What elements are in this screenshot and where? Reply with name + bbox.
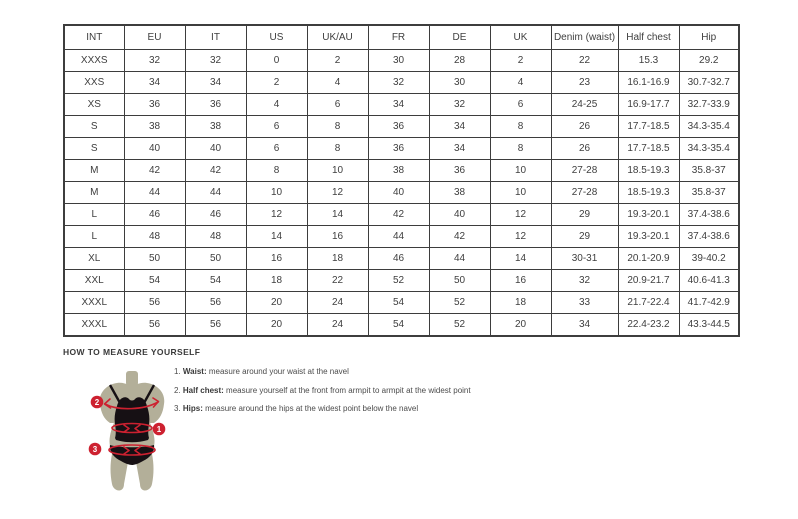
size-cell: 34 xyxy=(124,72,185,94)
size-cell: 16 xyxy=(307,226,368,248)
size-cell: S xyxy=(64,138,124,160)
column-header: Denim (waist) xyxy=(551,25,618,50)
size-cell: 39-40.2 xyxy=(679,248,739,270)
size-cell: 27-28 xyxy=(551,160,618,182)
size-cell: L xyxy=(64,204,124,226)
size-cell: M xyxy=(64,182,124,204)
size-cell: 18 xyxy=(246,270,307,292)
size-cell: XL xyxy=(64,248,124,270)
measure-steps xyxy=(174,363,471,419)
step-label: Hips: xyxy=(182,404,203,413)
size-cell: 40 xyxy=(429,204,490,226)
size-cell: 12 xyxy=(490,204,551,226)
size-cell: 12 xyxy=(246,204,307,226)
size-cell: 56 xyxy=(185,314,246,337)
size-cell: 19.3-20.1 xyxy=(618,226,679,248)
size-cell: 32 xyxy=(429,94,490,116)
measurement-figure-illustration xyxy=(84,368,186,508)
size-cell: 52 xyxy=(429,292,490,314)
size-cell: 36 xyxy=(429,160,490,182)
size-cell: 54 xyxy=(185,270,246,292)
column-header: US xyxy=(246,25,307,50)
size-cell: 29 xyxy=(551,204,618,226)
size-cell: 40 xyxy=(368,182,429,204)
size-cell: 12 xyxy=(490,226,551,248)
size-cell: 38 xyxy=(124,116,185,138)
size-cell: 26 xyxy=(551,138,618,160)
badge-1-number: 1 xyxy=(156,425,162,434)
size-cell: 18.5-19.3 xyxy=(618,182,679,204)
table-row xyxy=(64,160,739,182)
size-cell: 32 xyxy=(185,50,246,72)
size-cell: 46 xyxy=(124,204,185,226)
column-header: UK xyxy=(490,25,551,50)
size-cell: 8 xyxy=(490,138,551,160)
size-cell: XXS xyxy=(64,72,124,94)
size-cell: 36 xyxy=(368,138,429,160)
step-text: measure around your waist at the navel xyxy=(206,367,349,376)
size-cell: 54 xyxy=(124,270,185,292)
size-cell: XS xyxy=(64,94,124,116)
step-number: 1. xyxy=(174,367,183,376)
size-cell: 10 xyxy=(307,160,368,182)
size-cell: 14 xyxy=(490,248,551,270)
size-cell: 20 xyxy=(246,292,307,314)
size-cell: 54 xyxy=(368,314,429,337)
size-cell: 28 xyxy=(429,50,490,72)
column-header: INT xyxy=(64,25,124,50)
size-cell: 52 xyxy=(429,314,490,337)
size-cell: 40 xyxy=(124,138,185,160)
size-cell: 44 xyxy=(368,226,429,248)
size-cell: 2 xyxy=(307,50,368,72)
size-cell: 32.7-33.9 xyxy=(679,94,739,116)
size-cell: 32 xyxy=(551,270,618,292)
size-cell: 38 xyxy=(185,116,246,138)
size-cell: 4 xyxy=(307,72,368,94)
size-cell: XXXS xyxy=(64,50,124,72)
column-header: EU xyxy=(124,25,185,50)
size-cell: 16.1-16.9 xyxy=(618,72,679,94)
step-number: 3. xyxy=(174,404,183,413)
size-cell: 36 xyxy=(124,94,185,116)
size-cell: 34 xyxy=(429,116,490,138)
size-cell: 50 xyxy=(185,248,246,270)
size-cell: 16.9-17.7 xyxy=(618,94,679,116)
table-row xyxy=(64,50,739,72)
column-header: FR xyxy=(368,25,429,50)
size-cell: 30.7-32.7 xyxy=(679,72,739,94)
size-cell: 2 xyxy=(246,72,307,94)
size-chart-table xyxy=(63,24,740,337)
table-header-row xyxy=(64,25,739,50)
size-cell: 54 xyxy=(368,292,429,314)
table-row xyxy=(64,204,739,226)
table-row xyxy=(64,314,739,337)
size-cell: 40.6-41.3 xyxy=(679,270,739,292)
size-cell: 20.9-21.7 xyxy=(618,270,679,292)
size-cell: 29.2 xyxy=(679,50,739,72)
size-cell: 34.3-35.4 xyxy=(679,138,739,160)
size-cell: M xyxy=(64,160,124,182)
step-text: measure around the hips at the widest point below the navel xyxy=(202,404,419,413)
step-number: 2. xyxy=(174,385,183,395)
size-cell: S xyxy=(64,116,124,138)
size-cell: 32 xyxy=(368,72,429,94)
size-cell: 34 xyxy=(429,138,490,160)
size-cell: 42 xyxy=(368,204,429,226)
size-cell: 8 xyxy=(307,138,368,160)
size-cell: 6 xyxy=(490,94,551,116)
size-cell: 24 xyxy=(307,292,368,314)
measure-step xyxy=(174,400,471,419)
column-header: Hip xyxy=(679,25,739,50)
size-cell: 24 xyxy=(307,314,368,337)
size-cell: 14 xyxy=(307,204,368,226)
size-cell: 6 xyxy=(246,138,307,160)
size-cell: 38 xyxy=(429,182,490,204)
size-cell: 42 xyxy=(124,160,185,182)
measure-step xyxy=(174,382,471,401)
size-cell: 4 xyxy=(246,94,307,116)
size-cell: 37.4-38.6 xyxy=(679,226,739,248)
size-cell: 44 xyxy=(429,248,490,270)
size-cell: 40 xyxy=(185,138,246,160)
table-row xyxy=(64,72,739,94)
size-table-body xyxy=(64,50,739,337)
size-cell: 50 xyxy=(124,248,185,270)
size-cell: 18 xyxy=(490,292,551,314)
size-cell: 21.7-22.4 xyxy=(618,292,679,314)
size-cell: 15.3 xyxy=(618,50,679,72)
size-cell: XXL xyxy=(64,270,124,292)
table-row xyxy=(64,270,739,292)
measure-step xyxy=(174,363,471,382)
size-cell: 6 xyxy=(246,116,307,138)
badge-2-number: 2 xyxy=(94,398,100,407)
size-cell: 56 xyxy=(124,292,185,314)
size-cell: 46 xyxy=(368,248,429,270)
size-cell: 10 xyxy=(490,160,551,182)
size-cell: 29 xyxy=(551,226,618,248)
size-cell: L xyxy=(64,226,124,248)
column-header: DE xyxy=(429,25,490,50)
size-cell: 20 xyxy=(490,314,551,337)
badge-3-number: 3 xyxy=(92,445,98,454)
size-cell: 12 xyxy=(307,182,368,204)
size-cell: 41.7-42.9 xyxy=(679,292,739,314)
size-cell: 43.3-44.5 xyxy=(679,314,739,337)
size-cell: 56 xyxy=(124,314,185,337)
size-cell: 23 xyxy=(551,72,618,94)
size-cell: 17.7-18.5 xyxy=(618,138,679,160)
size-cell: 20 xyxy=(246,314,307,337)
column-header: IT xyxy=(185,25,246,50)
column-header: Half chest xyxy=(618,25,679,50)
size-cell: 48 xyxy=(185,226,246,248)
table-row xyxy=(64,138,739,160)
size-cell: 42 xyxy=(429,226,490,248)
size-cell: 16 xyxy=(490,270,551,292)
size-cell: 35.8-37 xyxy=(679,160,739,182)
size-cell: 10 xyxy=(246,182,307,204)
size-cell: 50 xyxy=(429,270,490,292)
column-header: UK/AU xyxy=(307,25,368,50)
size-cell: 8 xyxy=(246,160,307,182)
size-cell: 10 xyxy=(490,182,551,204)
table-row xyxy=(64,248,739,270)
size-cell: 34 xyxy=(551,314,618,337)
size-cell: 26 xyxy=(551,116,618,138)
size-cell: 38 xyxy=(368,160,429,182)
size-cell: 48 xyxy=(124,226,185,248)
size-cell: 46 xyxy=(185,204,246,226)
size-cell: 6 xyxy=(307,94,368,116)
camisole xyxy=(115,397,150,442)
size-cell: 0 xyxy=(246,50,307,72)
size-cell: 32 xyxy=(124,50,185,72)
size-cell: 27-28 xyxy=(551,182,618,204)
size-cell: 36 xyxy=(185,94,246,116)
size-cell: 8 xyxy=(307,116,368,138)
size-cell: 2 xyxy=(490,50,551,72)
size-cell: 18.5-19.3 xyxy=(618,160,679,182)
step-label: Half chest: xyxy=(182,385,224,395)
size-cell: 16 xyxy=(246,248,307,270)
size-cell: 20.1-20.9 xyxy=(618,248,679,270)
size-cell: XXXL xyxy=(64,314,124,337)
mannequin-neck xyxy=(126,371,138,386)
measure-title: HOW TO MEASURE YOURSELF xyxy=(63,347,201,357)
size-cell: 44 xyxy=(124,182,185,204)
size-cell: 37.4-38.6 xyxy=(679,204,739,226)
table-row xyxy=(64,94,739,116)
size-cell: 17.7-18.5 xyxy=(618,116,679,138)
step-text: measure yourself at the front from armpit to armpit at the widest point xyxy=(223,385,471,395)
size-cell: 35.8-37 xyxy=(679,182,739,204)
size-cell: 56 xyxy=(185,292,246,314)
size-cell: 34 xyxy=(368,94,429,116)
size-cell: 18 xyxy=(307,248,368,270)
size-cell: 30 xyxy=(429,72,490,94)
size-cell: 4 xyxy=(490,72,551,94)
size-cell: 14 xyxy=(246,226,307,248)
size-cell: XXXL xyxy=(64,292,124,314)
table-row xyxy=(64,182,739,204)
size-cell: 8 xyxy=(490,116,551,138)
size-cell: 30 xyxy=(368,50,429,72)
table-row xyxy=(64,226,739,248)
size-cell: 34.3-35.4 xyxy=(679,116,739,138)
step-label: Waist: xyxy=(182,367,207,376)
size-cell: 36 xyxy=(368,116,429,138)
table-row xyxy=(64,292,739,314)
table-row xyxy=(64,116,739,138)
size-cell: 30-31 xyxy=(551,248,618,270)
size-cell: 34 xyxy=(185,72,246,94)
size-cell: 19.3-20.1 xyxy=(618,204,679,226)
size-cell: 24-25 xyxy=(551,94,618,116)
size-cell: 42 xyxy=(185,160,246,182)
size-cell: 44 xyxy=(185,182,246,204)
size-cell: 33 xyxy=(551,292,618,314)
size-cell: 22 xyxy=(307,270,368,292)
size-cell: 22 xyxy=(551,50,618,72)
size-cell: 52 xyxy=(368,270,429,292)
size-cell: 22.4-23.2 xyxy=(618,314,679,337)
